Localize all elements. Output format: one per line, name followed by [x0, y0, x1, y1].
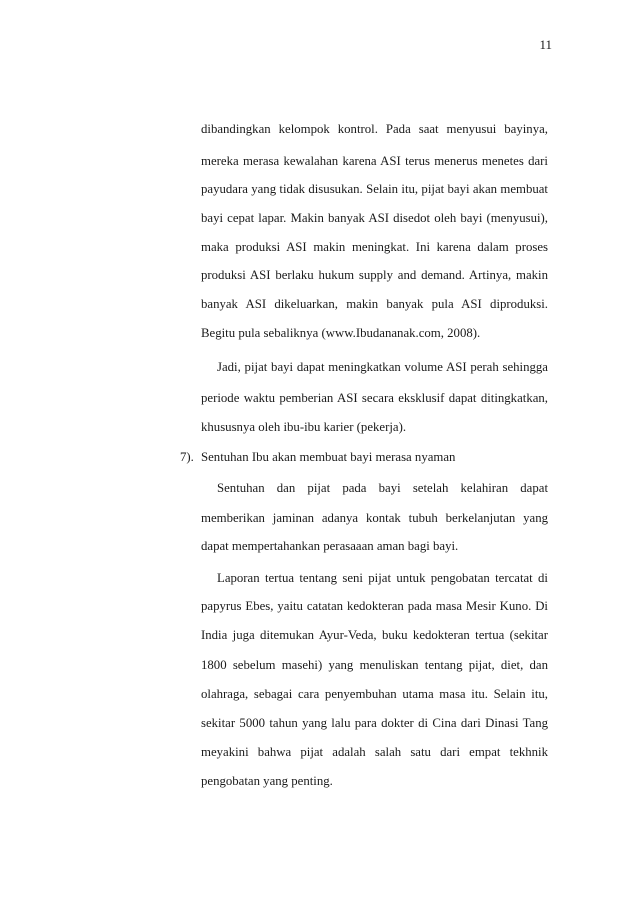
paragraph-line: papyrus Ebes, yaitu catatan kedokteran pada masa Mesir Kuno. Di — [201, 599, 548, 613]
section-heading — [180, 449, 560, 465]
paragraph-line: Laporan tertua tentang seni pijat untuk pengobatan tercatat di — [217, 571, 548, 585]
page-number: 11 — [539, 37, 552, 52]
paragraph-line: maka produksi ASI makin meningkat. Ini karena dalam proses — [201, 240, 548, 254]
section-number: 7). — [180, 450, 194, 464]
section-title: Sentuhan Ibu akan membuat bayi merasa nyaman — [201, 450, 456, 464]
paragraph-line: memberikan jaminan adanya kontak tubuh berkelanjutan yang — [201, 511, 548, 525]
paragraph-line: sekitar 5000 tahun yang lalu para dokter di Cina dari Dinasi Tang — [201, 716, 548, 730]
paragraph-line: dibandingkan kelompok kontrol. Pada saat menyusui bayinya, — [201, 122, 548, 136]
paragraph-line: payudara yang tidak disusukan. Selain itu, pijat bayi akan membuat — [201, 182, 548, 196]
paragraph-line: meyakini bahwa pijat adalah salah satu dari empat tekhnik — [201, 745, 548, 759]
paragraph-line: khususnya oleh ibu-ibu karier (pekerja). — [201, 420, 407, 434]
paragraph-line: 1800 sebelum masehi) yang menuliskan tentang pijat, diet, dan — [201, 658, 548, 672]
paragraph-line: India juga ditemukan Ayur-Veda, buku kedokteran tertua (sekitar — [201, 628, 548, 642]
paragraph-line: banyak ASI dikeluarkan, makin banyak pula ASI diproduksi. — [201, 297, 548, 311]
paragraph-line: mereka merasa kewalahan karena ASI terus menerus menetes dari — [201, 154, 548, 168]
paragraph-line: Jadi, pijat bayi dapat meningkatkan volume ASI perah sehingga — [217, 360, 548, 374]
paragraph-line: bayi cepat lapar. Makin banyak ASI disedot oleh bayi (menyusui), — [201, 211, 548, 225]
paragraph-line: Begitu pula sebaliknya (www.Ibudananak.com, 2008). — [201, 326, 481, 340]
paragraph-line: pengobatan yang penting. — [201, 774, 333, 788]
paragraph-line: dapat mempertahankan perasaaan aman bagi bayi. — [201, 539, 459, 553]
paragraph-line: periode waktu pemberian ASI secara eksklusif dapat ditingkatkan, — [201, 391, 548, 405]
paragraph-line: Sentuhan dan pijat pada bayi setelah kelahiran dapat — [217, 481, 548, 495]
paragraph-line: produksi ASI berlaku hukum supply and demand. Artinya, makin — [201, 268, 548, 282]
paragraph-line: olahraga, sebagai cara penyembuhan utama masa itu. Selain itu, — [201, 687, 548, 701]
